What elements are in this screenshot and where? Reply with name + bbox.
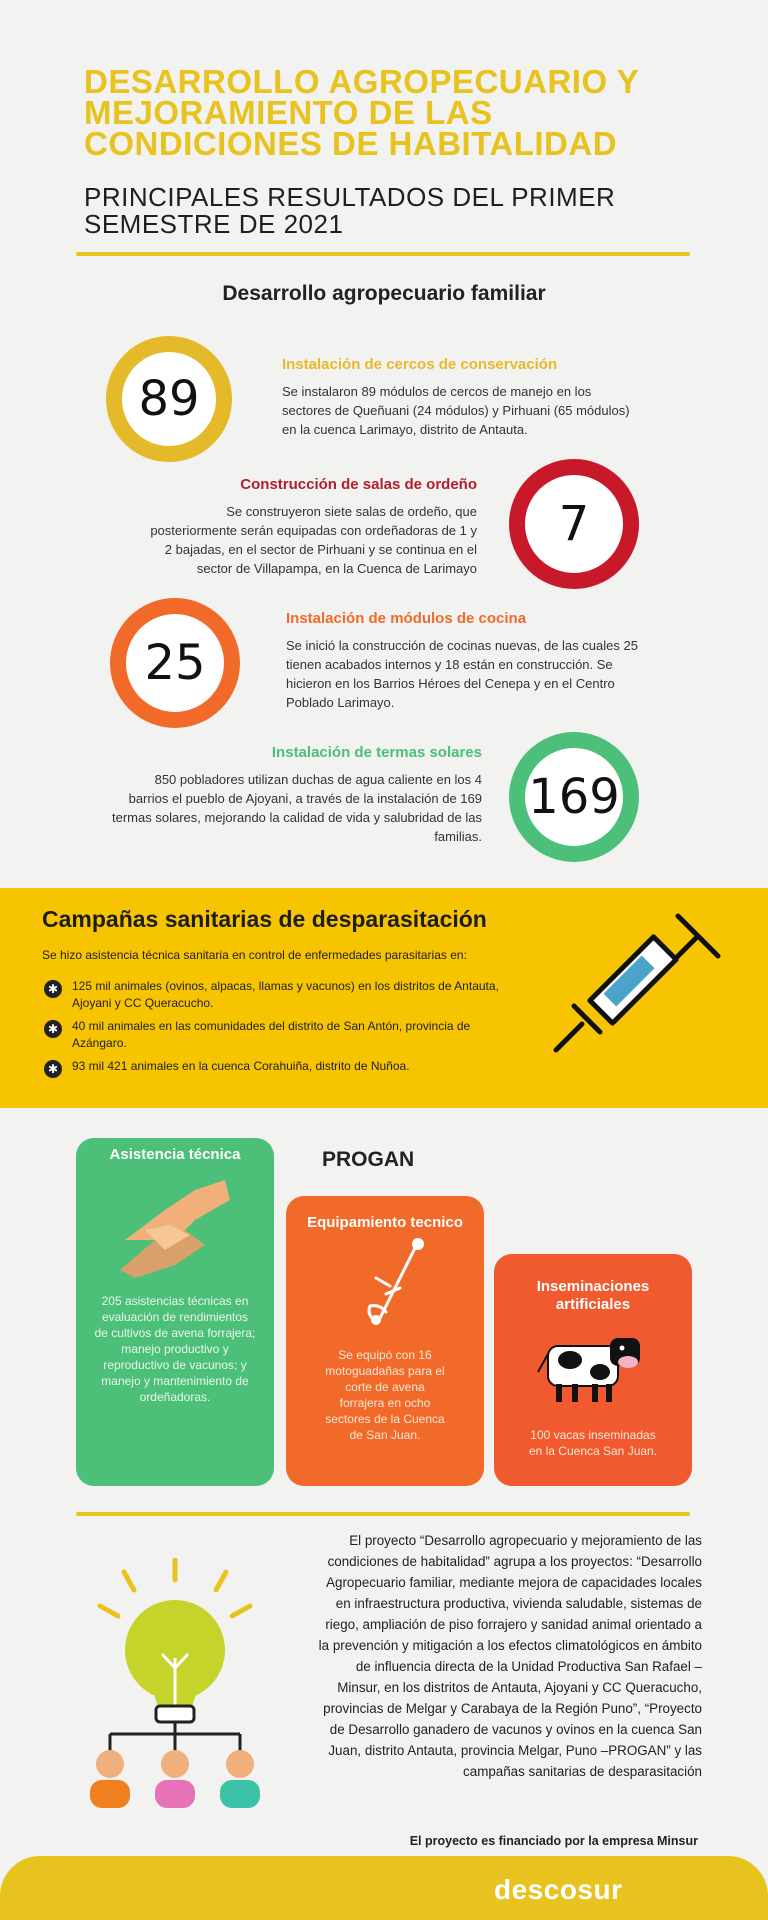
stat-ring-termas <box>509 732 639 862</box>
campaign-intro: Se hizo asistencia técnica sanitaria en control de enfermedades parasitarias en: <box>42 948 467 962</box>
syringe-icon <box>548 906 730 1076</box>
stat-ring-salas <box>509 459 639 589</box>
item-title-cocina: Instalación de módulos de cocina <box>286 610 527 627</box>
card-text: 100 vacas inseminadas en la Cuenca San Juan. <box>528 1428 658 1458</box>
stat-ring-cercos <box>106 336 232 462</box>
cow-icon <box>534 1328 652 1408</box>
title-divider <box>76 252 690 256</box>
handshake-icon <box>115 1170 235 1280</box>
card-title: Inseminaciones artificiales <box>536 1278 650 1313</box>
section-heading: Desarrollo agropecuario familiar <box>222 282 546 305</box>
stat-ring-cocina <box>110 598 240 728</box>
footer-divider <box>76 1512 690 1516</box>
card-equipamiento <box>286 1196 484 1486</box>
stat-value: 7 <box>558 496 590 552</box>
card-text: Se equipó con 16 motoguadañas para el corte de avena forrajera en ocho sectores de la Cuenca de San Juan. <box>325 1348 445 1442</box>
brand-logo: descosur <box>494 1874 623 1905</box>
lightbulb-icon <box>80 1558 270 1808</box>
item-title-cercos: Instalación de cercos de conservación <box>282 356 558 373</box>
campaign-heading: Campañas sanitarias de desparasitación <box>42 906 487 932</box>
item-text-cocina: Se inició la construcción de cocinas nuevas, de las cuales 25 tienen acabados internos y 18 están en construcción. Se hicieron en los Barrios Héroes del Cenepa y en el Centro Poblado Larimayo. <box>286 638 638 710</box>
card-inseminaciones <box>494 1254 692 1486</box>
stat-value: 89 <box>138 371 200 427</box>
asterisk-icon: ✱ <box>44 980 62 998</box>
financing-note: El proyecto es financiado por la empresa Minsur <box>409 1834 698 1848</box>
footer-bar <box>0 1856 768 1920</box>
item-title-salas: Construcción de salas de ordeño <box>240 476 477 493</box>
stat-value: 169 <box>528 769 620 825</box>
page-subtitle: PRINCIPALES RESULTADOS DEL PRIMER SEMESTRE DE 2021 <box>84 182 616 239</box>
item-text-salas: Se construyeron siete salas de ordeño, que posteriormente serán equipadas con ordeñadoras de 1 y 2 bajadas, en el sector de Pirhuani y se continua en el sector de Villapampa, en la Cuenca de Larimayo <box>150 504 477 576</box>
card-title: Equipamiento tecnico <box>307 1214 463 1231</box>
card-asistencia <box>76 1138 274 1486</box>
progan-label: PROGAN <box>322 1148 415 1171</box>
campaign-bullet: ✱ 40 mil animales en las comunidades del distrito de San Antón, provincia de Azángaro. <box>44 1018 514 1052</box>
card-text: 205 asistencias técnicas en evaluación de rendimientos de cultivos de avena forrajera; manejo productivo y reproductivo de vacunos; y manejo y mantenimiento de ordeñadoras. <box>94 1294 256 1404</box>
campaign-bullet: ✱ 125 mil animales (ovinos, alpacas, llamas y vacunos) en los distritos de Antauta, Ajoyani y CC Queracucho. <box>44 978 514 1012</box>
brushcutter-icon <box>330 1234 440 1334</box>
asterisk-icon: ✱ <box>44 1060 62 1078</box>
asterisk-icon: ✱ <box>44 1020 62 1038</box>
item-title-termas: Instalación de termas solares <box>271 744 482 761</box>
item-text-cercos: Se instalaron 89 módulos de cercos de manejo en los sectores de Queñuani (24 módulos) y Pirhuani (65 módulos) en la cuenca Larimayo, distrito de Antauta. <box>282 384 630 437</box>
project-description: El proyecto “Desarrollo agropecuario y mejoramiento de las condiciones de habitalidad” agrupa a los proyectos: “Desarrollo Agropecuario familiar, mediante mejora de capacidades locales en infraestructura productiva, vivienda saludable, sistemas de riego, ampliación de piso forrajero y sanidad animal orientado a la prevención y mitigación a los efectos climatológicos en ámbito de influencia directa de la Unidad Productiva San Rafael – Minsur, en los distritos de Antauta, Ajoyani y CC Queracucho, provincias de Melgar y Carabaya de la Región Puno”, “Proyecto de Desarrollo ganadero de vacunos y ovinos en la cuenca San Juan, distrito Antauta, provincia Melgar, Puno –PROGAN” y las campañas sanitarias de desparasitación <box>318 1533 702 1779</box>
campaign-bullet: ✱ 93 mil 421 animales en la cuenca Corahuiña, distrito de Nuñoa. <box>44 1058 514 1075</box>
stat-value: 25 <box>144 635 206 691</box>
item-text-termas: 850 pobladores utilizan duchas de agua caliente en los 4 barrios el pueblo de Ajoyani, a través de la instalación de 169 termas solares, mejorando la calidad de vida y salubridad de las familias. <box>112 772 482 844</box>
card-title: Asistencia técnica <box>109 1146 241 1163</box>
page-title: DESARROLLO AGROPECUARIO Y MEJORAMIENTO DE LAS CONDICIONES DE HABITALIDAD <box>84 63 639 162</box>
